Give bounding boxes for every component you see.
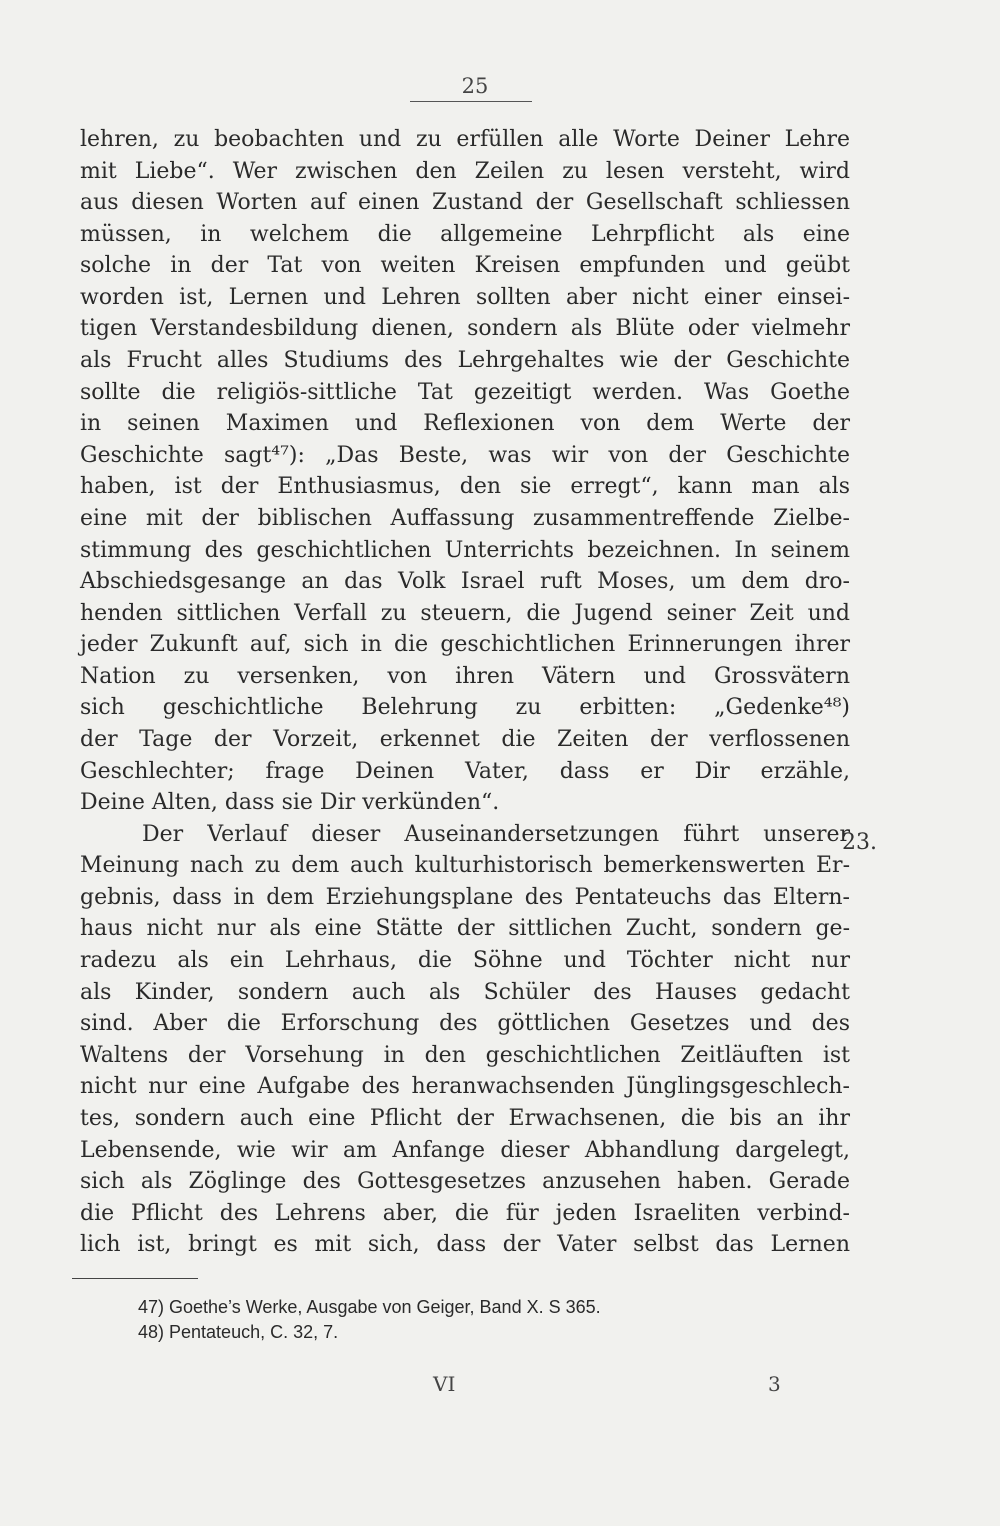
text-line: Lebensende, wie wir am Anfange dieser Abhandlung dargelegt, xyxy=(80,1137,850,1163)
text-line: lich ist, bringt es mit sich, dass der Vater selbst das Lernen xyxy=(80,1232,850,1258)
text-line: Der Verlauf dieser Auseinandersetzungen führt unserer xyxy=(142,821,850,847)
text-line: henden sittlichen Verfall zu steuern, die Jugend seiner Zeit und xyxy=(80,600,850,626)
text-line: sich als Zöglinge des Gottesgesetzes anzusehen haben. Gerade xyxy=(80,1169,850,1195)
text-line: mit Liebe“. Wer zwischen den Zeilen zu lesen versteht, wird xyxy=(80,158,850,184)
text-line: Deine Alten, dass sie Dir verkünden“. xyxy=(80,790,500,816)
text-line: nicht nur eine Aufgabe des heranwachsenden Jünglingsgeschlech- xyxy=(80,1074,850,1100)
text-line: tigen Verstandesbildung dienen, sondern als Blüte oder vielmehr xyxy=(80,316,850,342)
text-line: tes, sondern auch eine Pflicht der Erwachsenen, die bis an ihr xyxy=(80,1105,850,1131)
body-text xyxy=(80,124,850,1261)
text-line: die Pflicht des Lehrens aber, die für jeden Israeliten verbind- xyxy=(80,1200,850,1226)
text-line: worden ist, Lernen und Lehren sollten aber nicht einer einsei- xyxy=(80,284,850,310)
text-line: Nation zu versenken, von ihren Vätern und Grossvätern xyxy=(80,663,850,689)
margin-note: 23. xyxy=(842,830,877,855)
text-line: jeder Zukunft auf, sich in die geschichtlichen Erinnerungen ihrer xyxy=(80,632,850,658)
text-line: stimmung des geschichtlichen Unterrichts bezeichnen. In seinem xyxy=(80,537,850,563)
page-number: 25 xyxy=(461,74,489,98)
text-line: Geschichte sagt⁴⁷): „Das Beste, was wir von der Geschichte xyxy=(80,442,850,468)
text-line: als Kinder, sondern auch als Schüler des Hauses gedacht xyxy=(80,979,850,1005)
sheet-number: 3 xyxy=(768,1372,781,1396)
text-line: lehren, zu beobachten und zu erfüllen alle Worte Deiner Lehre xyxy=(80,127,850,152)
text-line: Meinung nach zu dem auch kulturhistorisch bemerkenswerten Er- xyxy=(80,853,850,879)
text-line: haben, ist der Enthusiasmus, den sie erregt“, kann man als xyxy=(80,474,850,500)
footnote-rule xyxy=(72,1278,198,1279)
text-line: gebnis, dass in dem Erziehungsplane des Pentateuchs das Eltern- xyxy=(80,884,850,910)
footnote-48: 48) Pentateuch, C. 32, 7. xyxy=(138,1322,339,1342)
text-line: der Tage der Vorzeit, erkennet die Zeiten der verflossenen xyxy=(80,726,850,752)
text-line: sich geschichtliche Belehrung zu erbitten: „Gedenke⁴⁸) xyxy=(80,695,850,721)
signature-mark: VI xyxy=(433,1372,456,1396)
footnotes xyxy=(138,1295,838,1345)
text-line: aus diesen Worten auf einen Zustand der Gesellschaft schliessen xyxy=(80,190,850,216)
text-line: eine mit der biblischen Auffassung zusammentreffende Zielbe- xyxy=(80,505,850,531)
text-line: Abschiedsgesange an das Volk Israel ruft Moses, um dem dro- xyxy=(80,569,850,595)
text-line: Geschlechter; frage Deinen Vater, dass er Dir erzähle, xyxy=(80,758,850,784)
text-line: als Frucht alles Studiums des Lehrgehaltes wie der Geschichte xyxy=(80,348,850,374)
text-line: Waltens der Vorsehung in den geschichtlichen Zeitläuften ist xyxy=(80,1042,850,1068)
text-line: solche in der Tat von weiten Kreisen empfunden und geübt xyxy=(80,253,850,279)
text-line: in seinen Maximen und Reflexionen von dem Werte der xyxy=(80,411,850,437)
text-line: haus nicht nur als eine Stätte der sittlichen Zucht, sondern ge- xyxy=(80,916,850,942)
text-line: müssen, in welchem die allgemeine Lehrpflicht als eine xyxy=(80,221,850,247)
text-line: radezu als ein Lehrhaus, die Söhne und Töchter nicht nur xyxy=(80,948,850,974)
footnote-47: 47) Goethe’s Werke, Ausgabe von Geiger, Band X. S 365. xyxy=(138,1297,601,1317)
text-line: sind. Aber die Erforschung des göttlichen Gesetzes und des xyxy=(80,1011,850,1037)
header-rule xyxy=(410,101,532,102)
text-line: sollte die religiös-sittliche Tat gezeitigt werden. Was Goethe xyxy=(80,379,850,405)
